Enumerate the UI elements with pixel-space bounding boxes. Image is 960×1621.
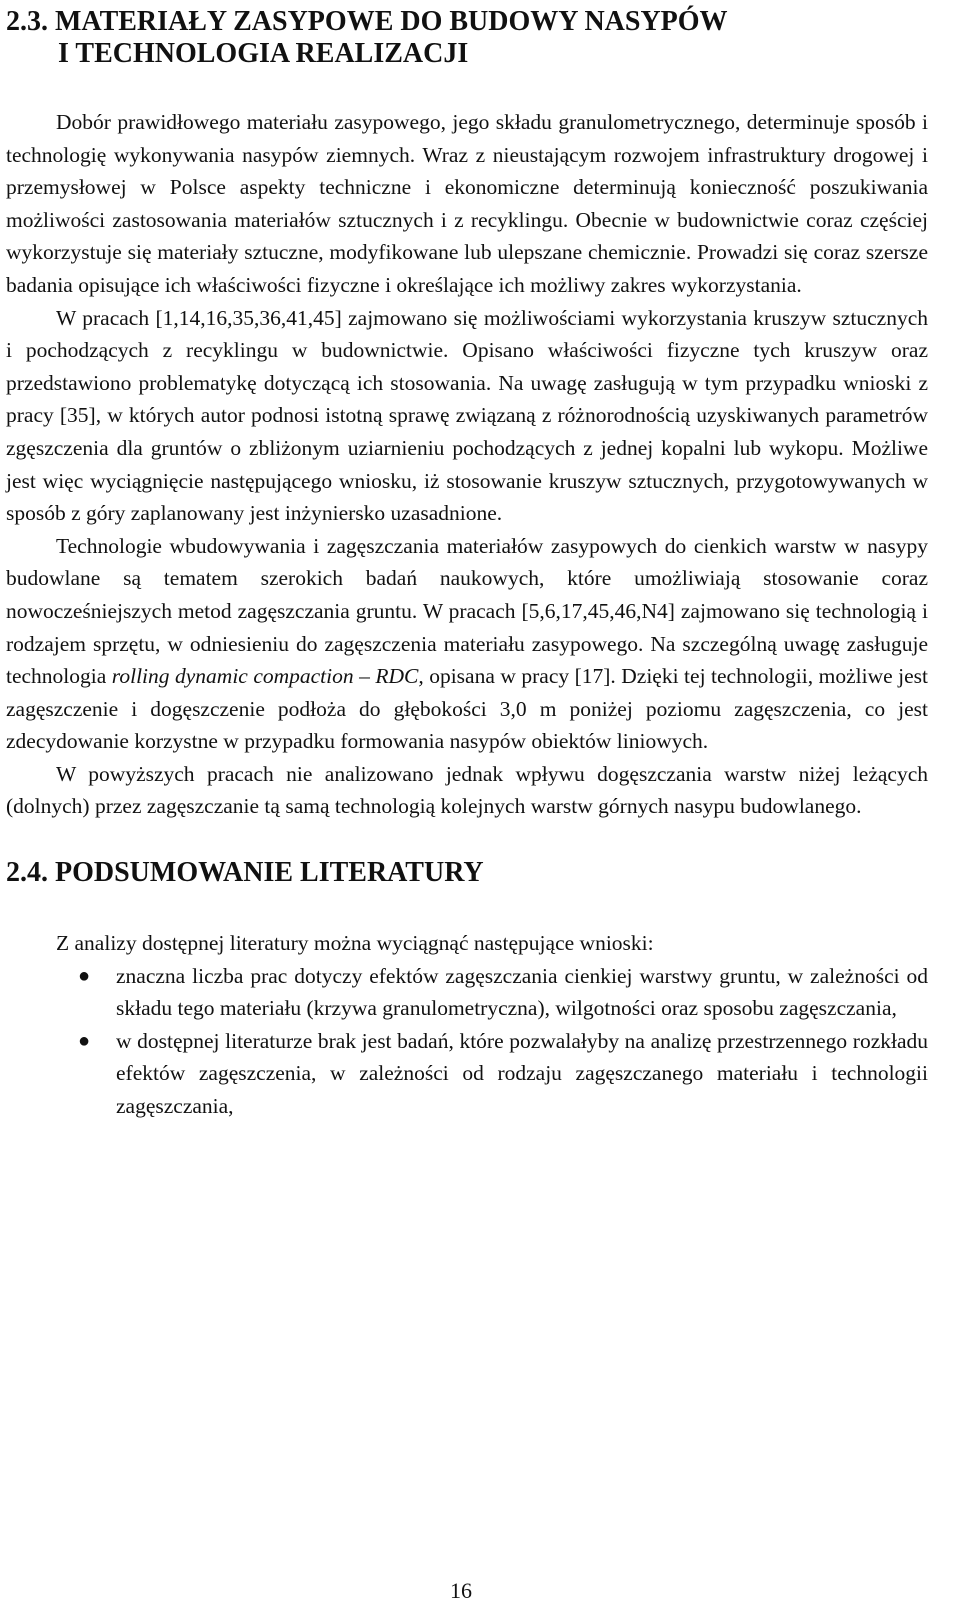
section-2-4-heading: [6, 857, 928, 889]
page-number: 16: [450, 1578, 472, 1603]
paragraph-3-text-b: opisana w pracy [17]. Dzięki tej technologii, możliwe jest zagęszczenie i dogęszczenie podłoża do głębokości 3,0 m poniżej poziomu zagęszczenia, co jest zdecydowanie korzystne w przypadku formowania nasypów obiektów liniowych.: [6, 664, 928, 754]
bullet-icon: ●: [78, 1029, 91, 1052]
section-2-3-title-line1: MATERIAŁY ZASYPOWE DO BUDOWY NASYPÓW: [55, 6, 728, 37]
section-2-4-number: 2.4.: [6, 857, 48, 889]
bullet-icon: ●: [78, 964, 91, 987]
section-2-4-title: PODSUMOWANIE LITERATURY: [55, 857, 484, 889]
section-2-3-number: 2.3.: [6, 6, 48, 37]
list-item: [6, 1025, 928, 1123]
section-2-3-heading: [6, 6, 928, 70]
list-item: [6, 960, 928, 1025]
paragraph-4: W powyższych pracach nie analizowano jednak wpływu dogęszczania warstw niżej leżących (dolnych) przez zagęszczanie tą samą technologią kolejnych warstw górnych nasypu budowlanego.: [6, 761, 928, 819]
list-item-text: znaczna liczba prac dotyczy efektów zagęszczania cienkiej warstwy gruntu, w zależności od składu tego materiału (krzywa granulometryczna), wilgotności oraz sposobu zagęszczania,: [116, 963, 928, 1021]
paragraph-3: [6, 530, 928, 758]
conclusions-list: [6, 960, 928, 1123]
list-item-text: w dostępnej literaturze brak jest badań, które pozwalałyby na analizę przestrzennego rozkładu efektów zagęszczenia, w zależności od rodzaju zagęszczanego materiału i technologii zagęszczania,: [116, 1028, 928, 1119]
paragraph-2: W pracach [1,14,16,35,36,41,45] zajmowano się możliwościami wykorzystania kruszyw sztucznych i pochodzących z recyklingu w budownictwie. Opisano właściwości fizyczne tych kruszyw oraz przedstawiono problematykę dotyczącą ich stosowania. Na uwagę zasługują w tym przypadku wnioski z pracy [35], w których autor podnosi istotną sprawę związaną z różnorodnością uzyskiwanych parametrów zgęszczenia dla gruntów o zbliżonym uziarnieniu pochodzących z jednej kopalni lub wykopu. Możliwe jest więc wyciągnięcie następującego wniosku, iż stosowanie kruszyw sztucznych, przygotowywanych w sposób z góry zaplanowany jest inżyniersko uzasadnione.: [6, 305, 928, 526]
document-page: [6, 0, 928, 1123]
conclusions-intro: Z analizy dostępnej literatury można wyciągnąć następujące wnioski:: [56, 931, 654, 956]
paragraph-3-italic-term: rolling dynamic compaction – RDC,: [111, 664, 424, 689]
section-2-3-title-line2: I TECHNOLOGIA REALIZACJI: [58, 38, 469, 69]
paragraph-3-text-a: Technologie wbudowywania i zagęszczania materiałów zasypowych do cienkich warstw w nasypy budowlane są tematem szerokich badań naukowych, które umożliwiają stosowanie coraz nowocześniejszych metod zagęszczania gruntu. W pracach [5,6,17,45,46,N4] zajmowano się technologią i rodzajem sprzętu, w odniesieniu do zagęszczenia materiału zasypowego. Na szczególną uwagę zasługuje technologia: [6, 533, 928, 689]
paragraph-1: Dobór prawidłowego materiału zasypowego, jego składu granulometrycznego, determinuje sposób i technologię wykonywania nasypów ziemnych. Wraz z nieustającym rozwojem infrastruktury drogowej i przemysłowej w Polsce aspekty techniczne i ekonomiczne determinują konieczność poszukiwania możliwości zastosowania materiałów sztucznych i z recyklingu. Obecnie w budownictwie coraz częściej wykorzystuje się materiały sztuczne, modyfikowane lub ulepszane chemicznie. Prowadzi się coraz szersze badania opisujące ich właściwości fizyczne i określające ich możliwy zakres wykorzystania.: [6, 110, 928, 297]
